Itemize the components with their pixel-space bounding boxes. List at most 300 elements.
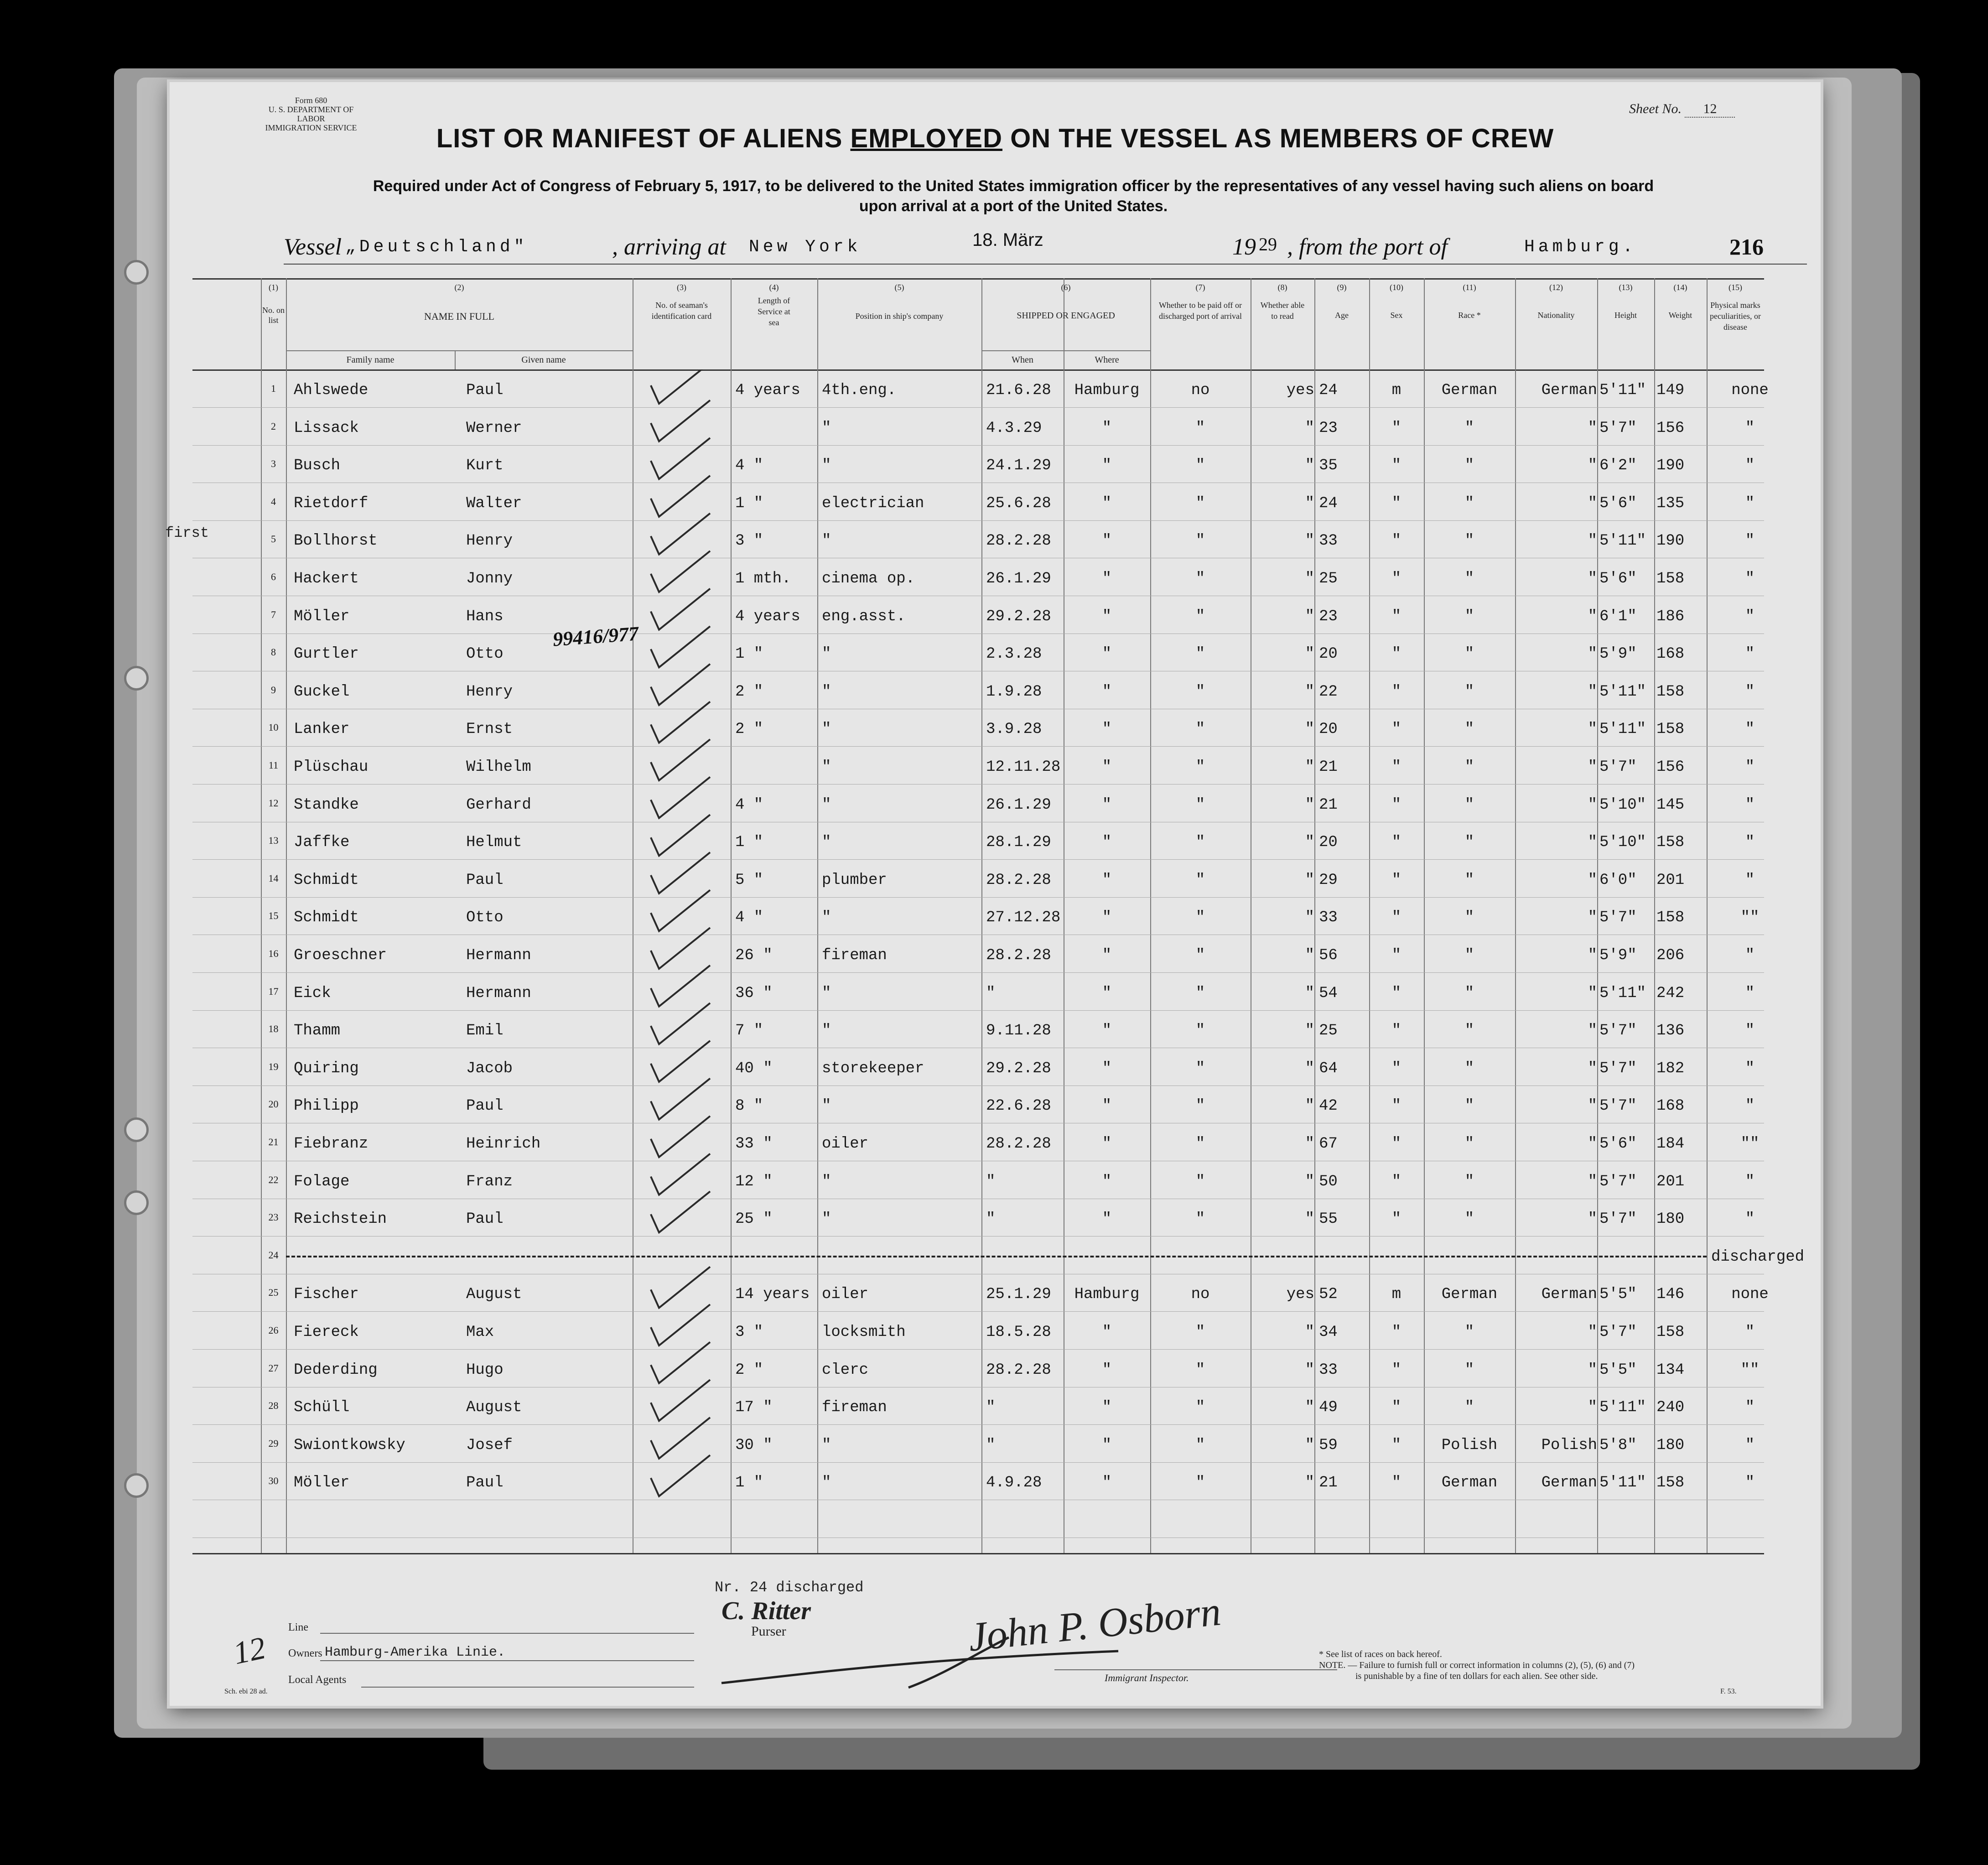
cell-service: 4 " — [735, 909, 763, 927]
cell-where: " — [1102, 645, 1112, 663]
cell-n: 1 — [271, 383, 276, 394]
cell-position: " — [822, 1173, 831, 1190]
col-num: (2) — [454, 283, 464, 292]
cell-when: 4.9.28 — [986, 1474, 1042, 1492]
row-rule — [192, 1349, 1764, 1350]
discharged-note: Nr. 24 discharged — [715, 1579, 864, 1596]
cell-sex: " — [1391, 1436, 1401, 1454]
cell-height: 5'7" — [1599, 909, 1637, 927]
cell-marks: " — [1745, 947, 1755, 964]
subtitle-line: Required under Act of Congress of February 5, 1917, to be delivered to the United States immigration officer by the representatives of any vessel having such aliens on board — [373, 177, 1654, 195]
table-rule — [981, 350, 1150, 351]
cell-read: yes — [1286, 382, 1314, 399]
cell-weight: 190 — [1656, 457, 1685, 475]
col-label: SHIPPED OR ENGAGED — [1017, 311, 1115, 321]
table-row — [192, 748, 1764, 786]
footnote-2: is punishable by a fine of ten dollars for each alien. See other side. — [1355, 1671, 1598, 1681]
cell-given: Henry — [466, 683, 513, 701]
cell-when: 25.1.29 — [986, 1286, 1051, 1304]
cell-position: " — [822, 1436, 831, 1454]
cell-sex: " — [1391, 1210, 1401, 1228]
cell-read: " — [1305, 645, 1314, 663]
checkmarks — [633, 369, 731, 1553]
cell-read: " — [1305, 494, 1314, 512]
col-header-age — [1314, 283, 1369, 320]
cell-paid: " — [1195, 645, 1205, 663]
cell-weight: 206 — [1656, 947, 1685, 964]
cell-sex: " — [1391, 1474, 1401, 1492]
cell-weight: 136 — [1656, 1022, 1685, 1040]
cell-given: Hans — [466, 608, 503, 625]
line-label: Line — [288, 1621, 308, 1633]
cell-sex: " — [1391, 1324, 1401, 1341]
cell-read: " — [1305, 1361, 1314, 1379]
cell-paid: no — [1191, 382, 1210, 399]
cell-service: 3 " — [735, 532, 763, 550]
cell-n: 2 — [271, 420, 276, 432]
cell-marks: " — [1745, 796, 1755, 814]
cell-marks: "" — [1740, 909, 1760, 927]
cell-marks: " — [1745, 1324, 1755, 1341]
cell-nat: " — [1588, 1399, 1597, 1417]
cell-when: 22.6.28 — [986, 1097, 1051, 1115]
cell-marks: " — [1745, 570, 1755, 587]
cell-given: Gerhard — [466, 796, 531, 814]
cell-age: 24 — [1319, 382, 1338, 399]
table-row — [192, 862, 1764, 899]
cell-paid: " — [1195, 457, 1205, 475]
cell-sex: " — [1391, 419, 1401, 437]
checkmark — [651, 966, 710, 1007]
cell-height: 6'0" — [1599, 871, 1637, 889]
checkmark — [651, 701, 710, 743]
cell-sex: " — [1391, 1097, 1401, 1115]
checkmark — [651, 1418, 710, 1459]
cell-height: 5'11" — [1599, 382, 1646, 399]
cell-read: " — [1305, 796, 1314, 814]
cell-n: 16 — [268, 948, 279, 959]
cell-read: " — [1305, 570, 1314, 587]
cell-where: " — [1102, 1361, 1112, 1379]
cell-where: " — [1102, 721, 1112, 738]
cell-sex: " — [1391, 1361, 1401, 1379]
cell-paid: " — [1195, 1022, 1205, 1040]
cell-age: 20 — [1319, 834, 1338, 852]
cell-sex: " — [1391, 532, 1401, 550]
cell-paid: " — [1195, 1436, 1205, 1454]
cell-read: " — [1305, 1436, 1314, 1454]
cell-where: " — [1102, 1399, 1112, 1417]
cell-family: Plüschau — [294, 758, 369, 776]
cell-where: " — [1102, 1135, 1112, 1153]
cell-marks: none — [1731, 1286, 1769, 1304]
cell-weight: 134 — [1656, 1361, 1685, 1379]
year-suffix: 29 — [1259, 234, 1277, 255]
title-part: ON THE VESSEL AS MEMBERS OF CREW — [1002, 124, 1554, 153]
cell-height: 5'11" — [1599, 532, 1646, 550]
cell-read: " — [1305, 1135, 1314, 1153]
cell-nat: " — [1588, 1361, 1597, 1379]
cell-n: 29 — [268, 1437, 279, 1449]
col-header-race — [1424, 283, 1515, 320]
row-rule — [192, 407, 1764, 408]
cell-marks: " — [1745, 683, 1755, 701]
title-part: LIST OR MANIFEST OF ALIENS — [436, 124, 851, 153]
cell-read: " — [1305, 1022, 1314, 1040]
binder-hole — [124, 1117, 149, 1142]
cell-when: 29.2.28 — [986, 1060, 1051, 1077]
table-row — [192, 824, 1764, 861]
table-row — [192, 410, 1764, 447]
vessel-line — [284, 230, 1807, 261]
owners-label: Owners — [288, 1647, 322, 1659]
cell-height: 6'1" — [1599, 608, 1637, 625]
cell-n: 3 — [271, 458, 276, 470]
cell-nat: Polish — [1541, 1436, 1597, 1454]
cell-when: 28.1.29 — [986, 834, 1051, 852]
cell-race: " — [1464, 570, 1474, 587]
purser-label: Purser — [751, 1624, 786, 1639]
cell-service: 2 " — [735, 1361, 763, 1379]
cell-n: 27 — [268, 1362, 279, 1374]
cell-given: Hugo — [466, 1361, 503, 1379]
cell-nat: " — [1588, 1173, 1597, 1190]
cell-service: 25 " — [735, 1210, 773, 1228]
table-row — [192, 1050, 1764, 1087]
cell-paid: " — [1195, 1060, 1205, 1077]
cell-nat: " — [1588, 947, 1597, 964]
cell-marks: " — [1745, 1399, 1755, 1417]
cell-height: 5'7" — [1599, 1022, 1637, 1040]
manifest-table — [165, 278, 1805, 1555]
from-label: , from the port of — [1287, 234, 1448, 260]
table-row — [192, 1238, 1805, 1276]
cell-n: 9 — [271, 684, 276, 696]
cell-weight: 201 — [1656, 871, 1685, 889]
col-label: No. on list — [262, 306, 285, 325]
col-num: (3) — [677, 283, 686, 292]
cell-n: 30 — [268, 1475, 279, 1487]
cell-where: " — [1102, 683, 1112, 701]
cell-given: Franz — [466, 1173, 513, 1190]
cell-paid: " — [1195, 494, 1205, 512]
cell-service: 40 " — [735, 1060, 773, 1077]
cell-family: Möller — [294, 608, 350, 625]
cell-given: August — [466, 1286, 522, 1304]
cell-family: Fiebranz — [294, 1135, 369, 1153]
department-name: U. S. DEPARTMENT OF LABOR — [268, 105, 354, 123]
cell-race: " — [1464, 1097, 1474, 1115]
cell-read: " — [1305, 608, 1314, 625]
cell-n: 20 — [268, 1098, 279, 1110]
vessel-line-rule — [284, 264, 1807, 265]
cell-position: " — [822, 645, 831, 663]
cell-where: " — [1102, 419, 1112, 437]
cell-service: 4 years — [735, 382, 800, 399]
checkmark — [651, 815, 710, 856]
cell-when: 27.12.28 — [986, 909, 1061, 927]
cell-marks: " — [1745, 1097, 1755, 1115]
cell-position: plumber — [822, 871, 887, 889]
year-prefix: 19 — [1232, 234, 1256, 260]
checkmark — [651, 1191, 710, 1232]
cell-service: 33 " — [735, 1135, 773, 1153]
cell-race: " — [1464, 683, 1474, 701]
cell-read: " — [1305, 834, 1314, 852]
cell-n: 8 — [271, 646, 276, 658]
sheet-value: 12 — [1685, 101, 1735, 118]
handwritten-sheet-number: 12 — [230, 1630, 269, 1672]
cell-nat: " — [1588, 834, 1597, 852]
col-num: (4) — [769, 283, 779, 292]
line-rule — [320, 1633, 694, 1634]
col-header-nationality — [1515, 283, 1597, 320]
cell-family: Rietdorf — [294, 494, 369, 512]
cell-read: " — [1305, 871, 1314, 889]
checkmark — [651, 1078, 710, 1119]
cell-paid: " — [1195, 608, 1205, 625]
cell-family: Möller — [294, 1474, 350, 1492]
purser-signature: C. Ritter — [721, 1597, 811, 1625]
vessel-name: „Deutschland" — [345, 237, 528, 257]
cell-age: 49 — [1319, 1399, 1338, 1417]
cell-marks: "" — [1740, 1361, 1760, 1379]
col-num: (6) — [1061, 283, 1071, 292]
cell-family: Busch — [294, 457, 341, 475]
cell-height: 5'10" — [1599, 834, 1646, 852]
col-label: Whether able to read — [1260, 301, 1305, 321]
cell-nat: " — [1588, 721, 1597, 738]
cell-weight: 242 — [1656, 984, 1685, 1002]
sheet-number — [1629, 101, 1735, 118]
cell-n: 7 — [271, 608, 276, 620]
cell-position: " — [822, 1022, 831, 1040]
cell-marks: " — [1745, 758, 1755, 776]
col-num: (7) — [1195, 283, 1205, 292]
cell-age: 67 — [1319, 1135, 1338, 1153]
col-header-given: Given name — [521, 355, 566, 365]
cell-nat: " — [1588, 532, 1597, 550]
page-number: 216 — [1729, 234, 1764, 260]
cell-paid: " — [1195, 984, 1205, 1002]
agents-rule — [361, 1687, 694, 1688]
cell-nat: German — [1541, 1286, 1597, 1304]
cell-sex: " — [1391, 1135, 1401, 1153]
cell-position: " — [822, 457, 831, 475]
cell-paid: " — [1195, 1474, 1205, 1492]
inspector-rule — [1054, 1669, 1337, 1670]
cell-paid: " — [1195, 532, 1205, 550]
cell-weight: 168 — [1656, 645, 1685, 663]
cell-race: German — [1441, 1474, 1498, 1492]
cell-position: fireman — [822, 1399, 887, 1417]
cell-age: 33 — [1319, 1361, 1338, 1379]
cell-age: 25 — [1319, 570, 1338, 587]
table-row — [192, 447, 1764, 484]
cell-height: 5'7" — [1599, 1173, 1637, 1190]
row-rule — [192, 445, 1764, 446]
cell-marks: " — [1745, 984, 1755, 1002]
checkmark — [651, 890, 710, 931]
cell-nat: " — [1588, 1324, 1597, 1341]
cell-marks: " — [1745, 645, 1755, 663]
cell-paid: " — [1195, 1324, 1205, 1341]
cell-service: 5 " — [735, 871, 763, 889]
cell-nat: " — [1588, 1097, 1597, 1115]
agents-label: Local Agents — [288, 1674, 347, 1686]
cell-nat: " — [1588, 494, 1597, 512]
handwritten-file-number: 99416/977 — [552, 622, 639, 651]
cell-position: " — [822, 834, 831, 852]
cell-age: 21 — [1319, 1474, 1338, 1492]
col-label: Height — [1614, 311, 1637, 320]
cell-given: Hermann — [466, 947, 531, 964]
arriving-label: , arriving at — [612, 234, 726, 260]
table-row — [192, 1427, 1764, 1464]
cell-race: " — [1464, 984, 1474, 1002]
cell-race: " — [1464, 1022, 1474, 1040]
cell-nat: " — [1588, 796, 1597, 814]
cell-sex: " — [1391, 758, 1401, 776]
schedule-code: Sch. ebi 28 ad. — [224, 1688, 268, 1695]
table-row — [192, 1276, 1769, 1313]
cell-when: 28.2.28 — [986, 947, 1051, 964]
cell-height: 5'11" — [1599, 683, 1646, 701]
cell-when: 9.11.28 — [986, 1022, 1051, 1040]
col-num: (12) — [1549, 283, 1563, 292]
col-num: (8) — [1277, 283, 1287, 292]
col-label: NAME IN FULL — [424, 311, 494, 322]
cell-service: 4 " — [735, 796, 763, 814]
cell-marks: none — [1731, 382, 1769, 399]
col-num: (10) — [1390, 283, 1403, 292]
cell-where: Hamburg — [1074, 1286, 1140, 1304]
cell-sex: " — [1391, 721, 1401, 738]
cell-position: " — [822, 796, 831, 814]
col-header-family: Family name — [346, 355, 394, 365]
cell-given: Ernst — [466, 721, 513, 738]
checkmark — [651, 626, 710, 667]
table-row — [192, 899, 1764, 936]
cell-sex: m — [1391, 382, 1401, 399]
cell-weight: 190 — [1656, 532, 1685, 550]
cell-where: " — [1102, 1324, 1112, 1341]
cell-age: 33 — [1319, 909, 1338, 927]
cell-family: Thamm — [294, 1022, 341, 1040]
cell-position: 4th.eng. — [822, 382, 897, 399]
cell-marks: " — [1745, 721, 1755, 738]
cell-where: " — [1102, 1210, 1112, 1228]
cell-read: " — [1305, 984, 1314, 1002]
cell-given: Helmut — [466, 834, 522, 852]
cell-service: 26 " — [735, 947, 773, 964]
cell-nat: " — [1588, 758, 1597, 776]
table-row — [192, 1389, 1764, 1426]
table-row — [192, 598, 1764, 635]
cell-nat: German — [1541, 1474, 1597, 1492]
cell-position: " — [822, 532, 831, 550]
cell-given: Max — [466, 1324, 494, 1341]
cell-weight: 182 — [1656, 1060, 1685, 1077]
cell-family: Bollhorst — [294, 532, 378, 550]
cell-position: " — [822, 909, 831, 927]
cell-position: storekeeper — [822, 1060, 924, 1077]
cell-read: " — [1305, 721, 1314, 738]
cell-height: 5'6" — [1599, 1135, 1637, 1153]
col-num: (11) — [1463, 283, 1476, 292]
table-row — [192, 711, 1764, 748]
table-row — [192, 975, 1764, 1012]
cell-given: Paul — [466, 1210, 503, 1228]
cell-height: 5'7" — [1599, 419, 1637, 437]
subtitle-line: upon arrival at a port of the United States. — [859, 197, 1168, 215]
cell-race: " — [1464, 1173, 1474, 1190]
cell-paid: " — [1195, 1135, 1205, 1153]
cell-marks: " — [1745, 871, 1755, 889]
cell-read: " — [1305, 1399, 1314, 1417]
cell-marks: " — [1745, 494, 1755, 512]
cell-marks: " — [1745, 1060, 1755, 1077]
cell-n: 18 — [268, 1023, 279, 1035]
cell-family: Swiontkowsky — [294, 1436, 405, 1454]
cell-family: Ahlswede — [294, 382, 369, 399]
cell-paid: " — [1195, 1399, 1205, 1417]
sheet-label: Sheet No. — [1629, 101, 1682, 116]
cell-service: 1 " — [735, 645, 763, 663]
col-header-where: Where — [1095, 355, 1119, 365]
cell-nat: " — [1588, 1022, 1597, 1040]
cell-position: " — [822, 683, 831, 701]
col-header-id-card — [633, 283, 731, 322]
cell-given: Emil — [466, 1022, 503, 1040]
cell-where: " — [1102, 984, 1112, 1002]
checkmark — [651, 664, 710, 705]
table-rule — [192, 369, 1764, 371]
cell-age: 33 — [1319, 532, 1338, 550]
cell-height: 5'11" — [1599, 1474, 1646, 1492]
arrival-port: New York — [749, 237, 862, 257]
checkmark — [651, 1041, 710, 1082]
cell-family: Guckel — [294, 683, 350, 701]
cell-n: 19 — [268, 1060, 279, 1072]
cell-nat: " — [1588, 608, 1597, 625]
col-header-weight — [1654, 283, 1707, 320]
cell-service: 1 " — [735, 1474, 763, 1492]
cell-where: " — [1102, 796, 1112, 814]
cell-nat: " — [1588, 683, 1597, 701]
row-rule — [192, 746, 1764, 747]
cell-service: 1 mth. — [735, 570, 791, 587]
col-label: Physical marks peculiarities, or disease — [1710, 301, 1761, 332]
cell-age: 21 — [1319, 758, 1338, 776]
cell-n: 24 — [268, 1249, 279, 1261]
cell-read: " — [1305, 683, 1314, 701]
table-rule — [286, 350, 633, 351]
cell-position: eng.asst. — [822, 608, 906, 625]
subtitle — [288, 176, 1739, 216]
title-underlined: EMPLOYED — [850, 124, 1002, 153]
cell-nat: " — [1588, 457, 1597, 475]
cell-where: " — [1102, 834, 1112, 852]
cell-weight: 158 — [1656, 683, 1685, 701]
cell-n: 21 — [268, 1136, 279, 1148]
cell-race: " — [1464, 758, 1474, 776]
cell-when: 28.2.28 — [986, 1361, 1051, 1379]
cell-race: " — [1464, 457, 1474, 475]
cell-when: 28.2.28 — [986, 1135, 1051, 1153]
col-label: Age — [1335, 311, 1349, 320]
cell-family: Fischer — [294, 1286, 359, 1304]
